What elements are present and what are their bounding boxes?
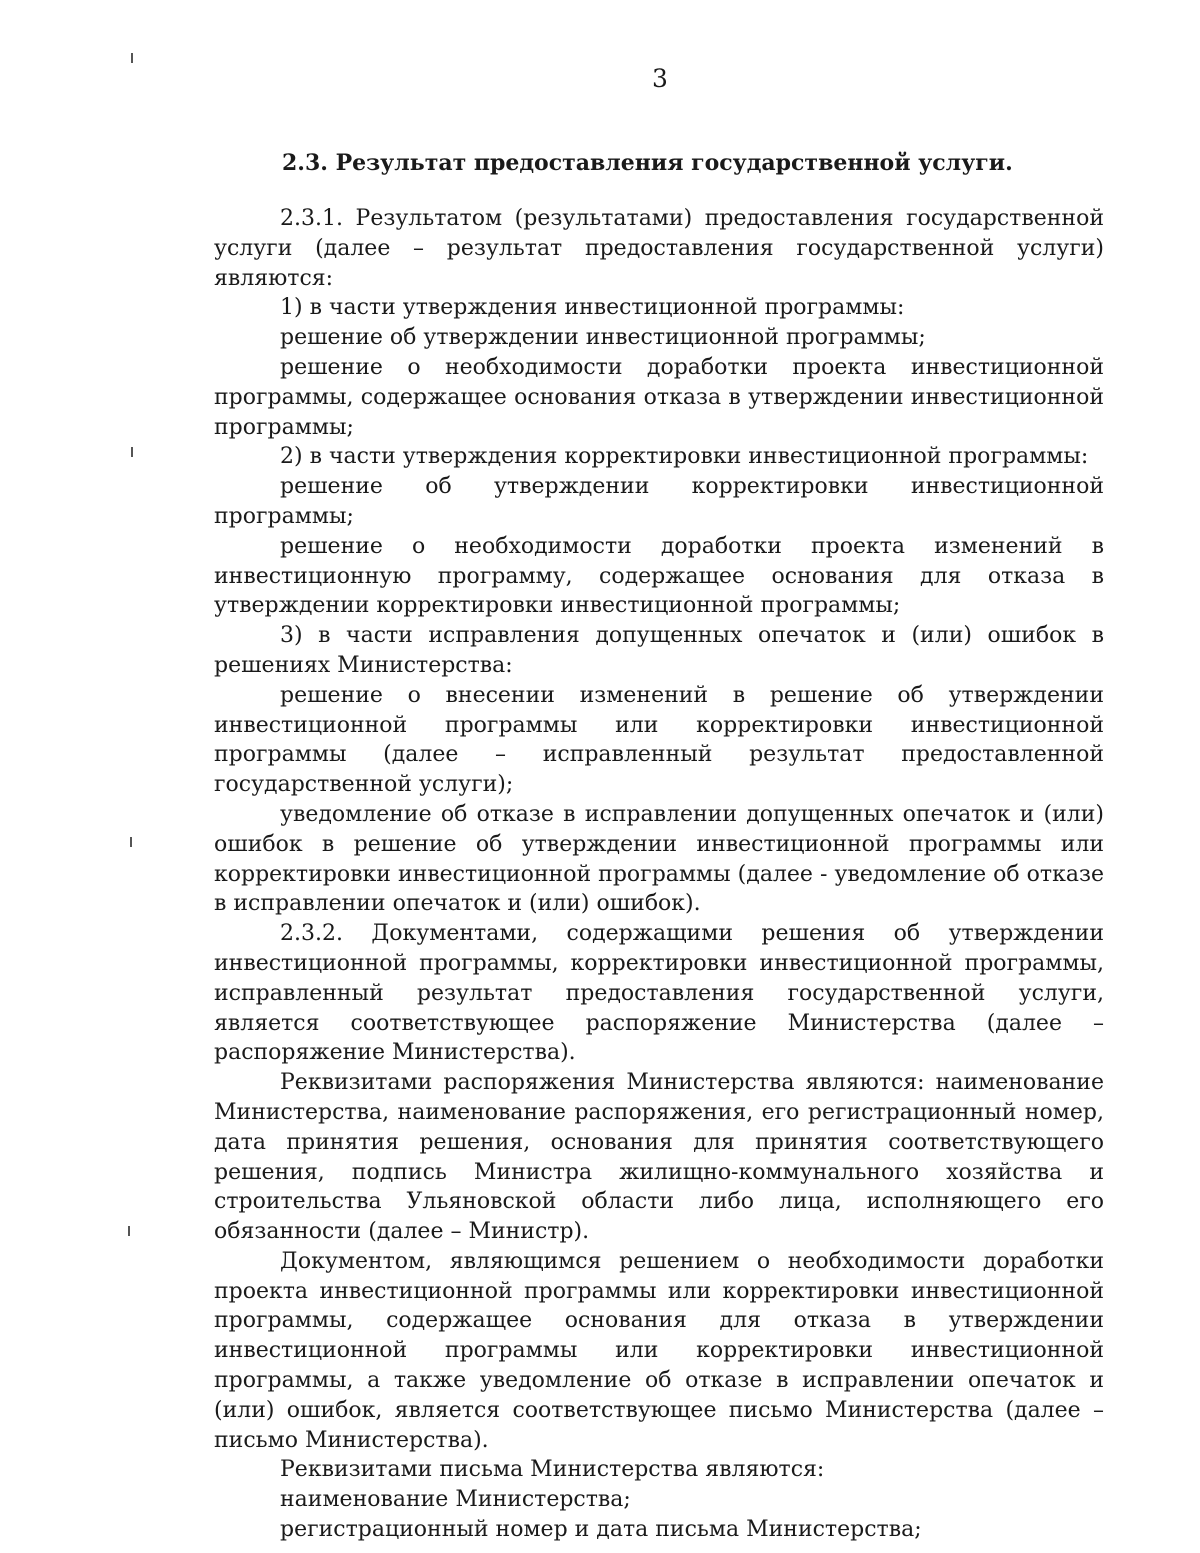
paragraph: регистрационный номер и дата письма Министерства; [280,1517,922,1543]
paragraph: наименование Министерства; [280,1487,631,1513]
scan-margin-mark [131,53,133,63]
page-number: 3 [652,64,668,93]
paragraph: 2.3.1. Результатом (результатами) предоставления государственной услуги (далее – результат предоставления государственной услуги) являются: [214,206,1104,291]
paragraph: решение о внесении изменений в решение об утверждении инвестиционной программы или корректировки инвестиционной программы (далее – исправленный результат предоставленной государственной услуги); [214,682,1104,798]
paragraph: 3) в части исправления допущенных опечаток и (или) ошибок в решениях Министерства: [214,623,1104,678]
paragraph: 1) в части утверждения инвестиционной программы: [280,295,905,321]
paragraph: 2) в части утверждения корректировки инвестиционной программы: [280,444,1089,470]
paragraph: решение о необходимости доработки проекта инвестиционной программы, содержащее основания отказа в утверждении инвестиционной программы; [214,354,1104,440]
paragraph: Реквизитами письма Министерства являются: [280,1457,825,1483]
scan-margin-mark [128,1226,130,1236]
document-body [214,204,1104,1545]
scan-margin-mark [131,447,133,457]
paragraph: 2.3.2. Документами, содержащими решения об утверждении инвестиционной программы, корректировки инвестиционной программы, исправленный результат предоставления государственной услуги, является соответствующее распоряжение Министерства (далее – распоряжение Министерства). [214,921,1104,1066]
paragraph: решение о необходимости доработки проекта изменений в инвестиционную программу, содержащее основания для отказа в утверждении корректировки инвестиционной программы; [214,533,1104,619]
paragraph: Реквизитами распоряжения Министерства являются: наименование Министерства, наименование распоряжения, его регистрационный номер, дата принятия решения, основания для принятия соответствующего решения, подпись Министра жилищно-коммунального хозяйства и строительства Ульяновской области либо лица, исполняющего его обязанности (далее – Министр). [214,1070,1104,1245]
paragraph: решение об утверждении корректировки инвестиционной программы; [214,474,1104,529]
paragraph: решение об утверждении инвестиционной программы; [280,325,926,351]
section-heading: 2.3. Результат предоставления государственной услуги. [282,150,1013,176]
paragraph: Документом, являющимся решением о необходимости доработки проекта инвестиционной программы или корректировки инвестиционной программы, содержащее основания для отказа в утверждении инвестиционной программы или корректировки инвестиционной программы, а также уведомление об отказе в исправлении опечаток и (или) ошибок, является соответствующее письмо Министерства (далее – письмо Министерства). [214,1248,1104,1453]
scan-margin-mark [130,837,132,847]
paragraph: уведомление об отказе в исправлении допущенных опечаток и (или) ошибок в решение об утверждении инвестиционной программы или корректировки инвестиционной программы (далее - уведомление об отказе в исправлении опечаток и (или) ошибок). [214,801,1104,917]
